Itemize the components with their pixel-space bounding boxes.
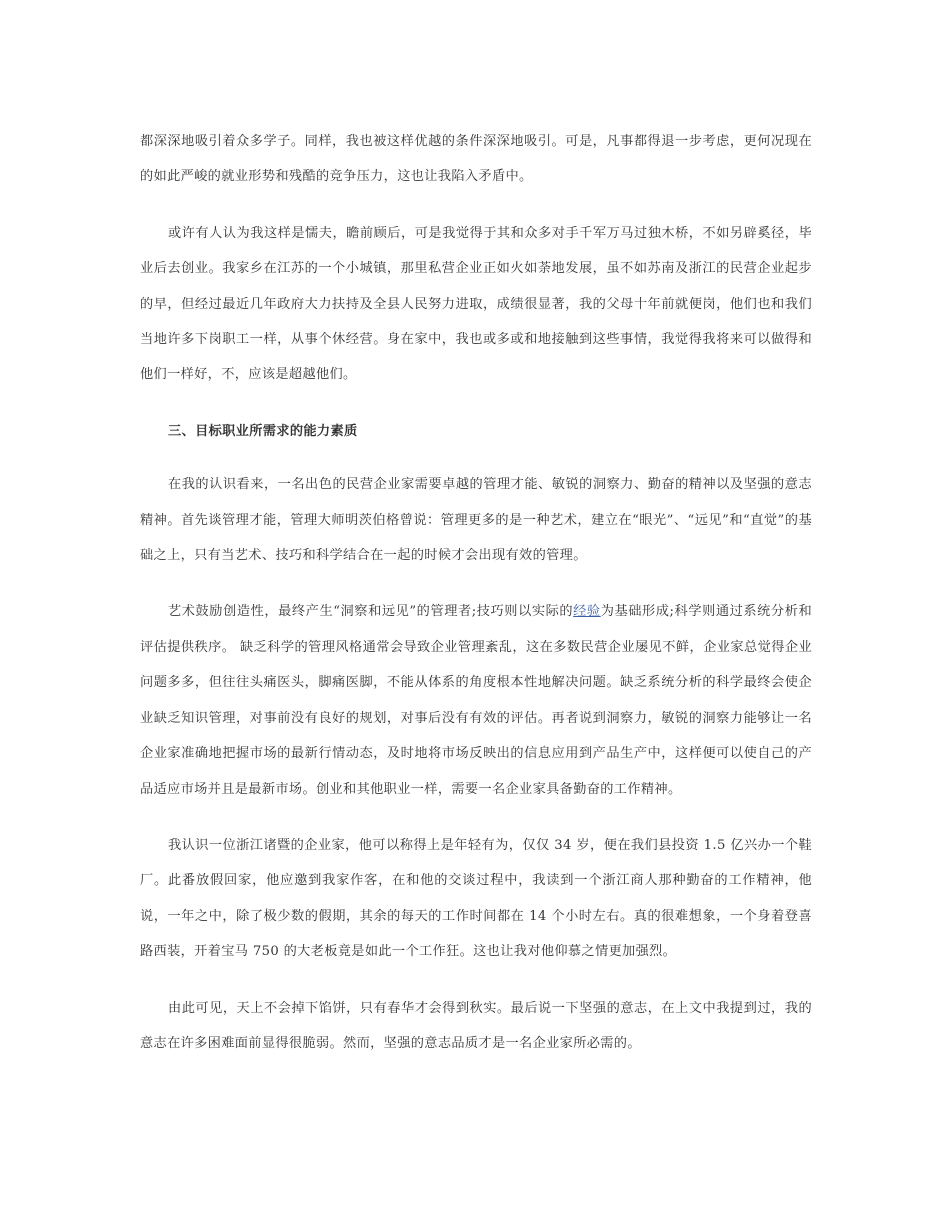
- paragraph-art-skill-science: [140, 594, 812, 806]
- paragraph-management: 在我的认识看来，一名出色的民营企业家需要卓越的管理才能、敏锐的洞察力、勤奋的精神以及坚强的意志精神。首先谈管理才能，管理大师明茨伯格曾说：管理更多的是一种艺术，建立在“眼光”、“远见”和“直觉”的基础之上，只有当艺术、技巧和科学结合在一起的时候才会出现有效的管理。: [140, 477, 812, 564]
- paragraph-conclusion: 由此可见，天上不会掉下馅饼，只有春华才会得到秋实。最后说一下坚强的意志，在上文中我提到过，我的意志在许多困难面前显得很脆弱。然而，坚强的意志品质才是一名企业家所必需的。: [140, 1000, 812, 1051]
- section-heading: 三、目标职业所需求的能力素质: [168, 423, 358, 439]
- experience-link[interactable]: 经验: [573, 604, 601, 620]
- paragraph-continuation: 都深深地吸引着众多学子。同样，我也被这样优越的条件深深地吸引。可是，凡事都得退一步考虑，更何况现在的如此严峻的就业形势和残酷的竞争压力，这也让我陷入矛盾中。: [140, 134, 812, 185]
- paragraph-entrepreneurship: 或许有人认为我这样是懦夫，瞻前顾后，可是我觉得于其和众多对手千军万马过独木桥，不如另辟奚径，毕业后去创业。我家乡在江苏的一个小城镇，那里私营企业正如火如荼地发展，虽不如苏南及浙江的民营企业起步的早，但经过最近几年政府大力扶持及全县人民努力进取，成绩很显著，我的父母十年前就便岗，他们也和我们当地许多下岗职工一样，从事个休经营。身在家中，我也或多或和地接触到这些事情，我觉得我将来可以做得和他们一样好，不，应该是超越他们。: [140, 225, 812, 383]
- paragraph-text-after-link: 为基础形成;科学则通过系统分析和评估提供秩序。 缺乏科学的管理风格通常会导致企业管理紊乱，这在多数民营企业屡见不鲜，企业家总觉得企业问题多多，但往往头痛医头，脚痛医脚，不能从体系的角度根本性地解决问题。缺乏系统分析的科学最终会使企业缺乏知识管理，对事前没有良好的规划，对事后没有有效的评估。再者说到洞察力，敏锐的洞察力能够让一名企业家准确地把握市场的最新行情动态，及时地将市场反映出的信息应用到产品生产中，这样便可以使自己的产品适应市场并且是最新市场。创业和其他职业一样，需要一名企业家具备勤奋的工作精神。: [140, 604, 813, 797]
- paragraph-zhejiang-entrepreneur: 我认识一位浙江诸暨的企业家，他可以称得上是年轻有为，仅仅 34 岁，便在我们县投资 1.5 亿兴办一个鞋厂。此番放假回家，他应邀到我家作客，在和他的交谈过程中，我读到一个浙江商人那种勤奋的工作精神，他说，一年之中，除了极少数的假期，其余的每天的工作时间都在 14 个小时左右。真的很难想象，一个身着登喜路西装，开着宝马 750 的大老板竟是如此一个工作狂。这也让我对他仰慕之情更加强烈。: [140, 837, 812, 960]
- paragraph-text-before-link: 艺术鼓励创造性，最终产生“洞察和远见”的管理者;技巧则以实际的: [168, 604, 574, 620]
- document-page: [140, 124, 812, 1082]
